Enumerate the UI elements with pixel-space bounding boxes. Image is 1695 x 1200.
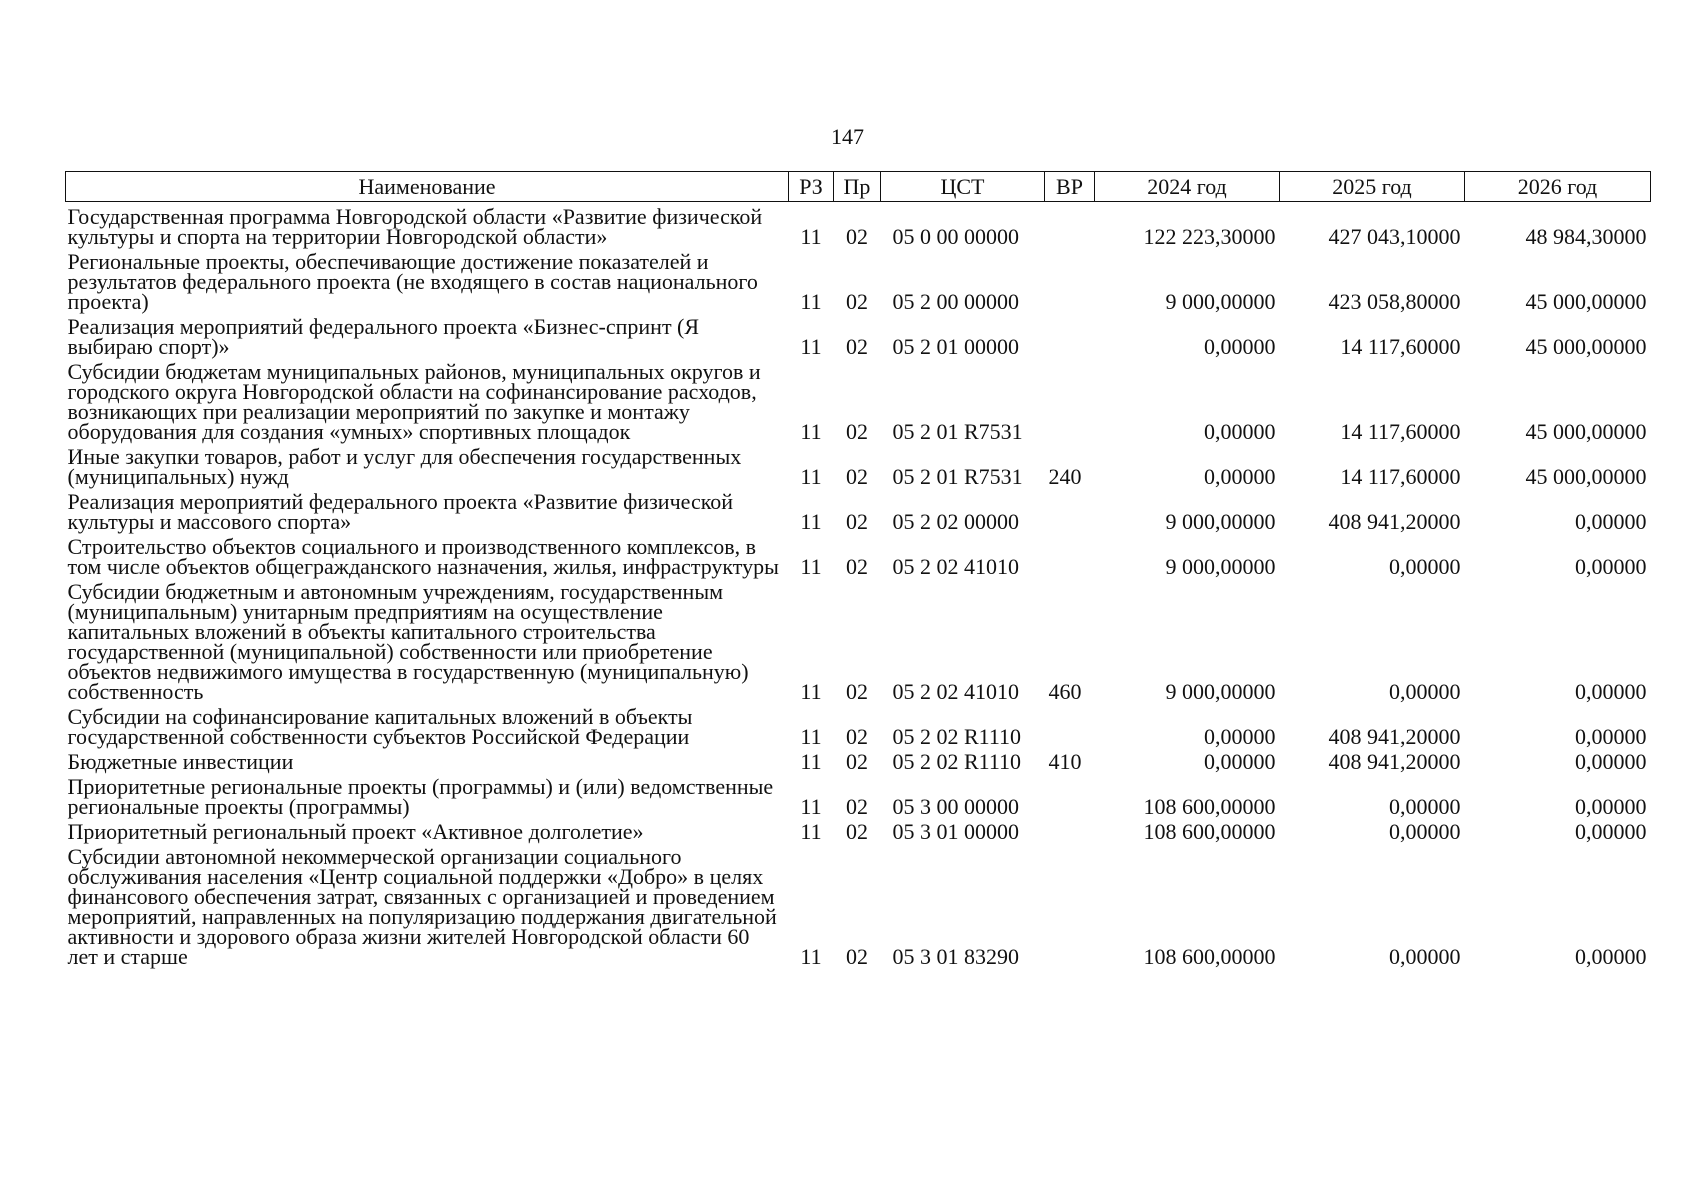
row-2024: 9 000,00000: [1165, 679, 1276, 704]
table-row: [66, 842, 1651, 967]
row-vr: [1045, 357, 1095, 442]
header-2024: 2024 год: [1095, 172, 1280, 202]
row-rz: 11: [800, 554, 822, 579]
row-rz: 11: [800, 749, 822, 774]
row-2026: 0,00000: [1575, 679, 1647, 704]
row-cst: 05 0 00 00000: [892, 224, 1019, 249]
row-pr: 02: [846, 819, 868, 844]
row-cst: 05 3 00 00000: [892, 794, 1019, 819]
row-pr: 02: [846, 794, 868, 819]
row-2026: 0,00000: [1575, 724, 1647, 749]
row-2024: 9 000,00000: [1165, 509, 1276, 534]
row-2025: 0,00000: [1389, 944, 1461, 969]
row-name: Субсидии бюджетным и автономным учреждениям, государственным (муниципальным) унитарным предприятиям на осуществление капитальных вложений в объекты капитального строительства государственной (муниципальной) собственности или приобретение объектов недвижимого имущества в государственную (муниципальную) собственность: [67, 579, 749, 704]
row-2025: 408 941,20000: [1328, 509, 1461, 534]
row-2025: 423 058,80000: [1328, 289, 1461, 314]
row-vr: [1045, 842, 1095, 967]
row-2026: 45 000,00000: [1525, 334, 1647, 359]
table-row: [66, 312, 1651, 357]
table-row: [66, 747, 1651, 772]
row-vr: [1045, 532, 1095, 577]
row-rz: 11: [800, 679, 822, 704]
row-name: Субсидии бюджетам муниципальных районов, муниципальных округов и городского округа Новгородской области на софинансирование расходов, возникающих при реализации мероприятий по закупке и монтажу оборудования для создания «умных» спортивных площадок: [67, 359, 761, 444]
row-2024: 108 600,00000: [1143, 819, 1276, 844]
row-pr: 02: [846, 509, 868, 534]
row-2024: 9 000,00000: [1165, 289, 1276, 314]
header-vr: ВР: [1045, 172, 1095, 202]
row-vr: [1045, 202, 1095, 248]
row-2026: 45 000,00000: [1525, 419, 1647, 444]
row-name: Приоритетный региональный проект «Активное долголетие»: [67, 819, 644, 844]
row-2025: 0,00000: [1389, 819, 1461, 844]
budget-table: [65, 171, 1651, 967]
row-2025: 14 117,60000: [1340, 334, 1461, 359]
row-2025: 0,00000: [1389, 794, 1461, 819]
row-vr: 410: [1048, 749, 1082, 774]
row-cst: 05 2 02 R1110: [892, 724, 1022, 749]
row-pr: 02: [846, 289, 868, 314]
row-2026: 0,00000: [1575, 794, 1647, 819]
row-2024: 108 600,00000: [1143, 944, 1276, 969]
row-rz: 11: [800, 944, 822, 969]
row-cst: 05 2 01 R7531: [892, 464, 1023, 489]
table-row: [66, 532, 1651, 577]
header-pr: Пр: [834, 172, 881, 202]
header-rz: РЗ: [789, 172, 834, 202]
row-2026: 0,00000: [1575, 509, 1647, 534]
row-cst: 05 2 00 00000: [892, 289, 1019, 314]
row-pr: 02: [846, 224, 868, 249]
row-name: Приоритетные региональные проекты (программы) и (или) ведомственные региональные проекты (программы): [67, 774, 774, 819]
row-2025: 14 117,60000: [1340, 464, 1461, 489]
table-row: [66, 702, 1651, 747]
row-pr: 02: [846, 334, 868, 359]
row-cst: 05 3 01 83290: [892, 944, 1019, 969]
row-rz: 11: [800, 419, 822, 444]
row-name: Региональные проекты, обеспечивающие достижение показателей и результатов федерального проекта (не входящего в состав национального проекта): [67, 249, 758, 314]
row-rz: 11: [800, 509, 822, 534]
row-rz: 11: [800, 819, 822, 844]
row-cst: 05 3 01 00000: [892, 819, 1019, 844]
row-2024: 0,00000: [1204, 419, 1276, 444]
header-name: Наименование: [66, 172, 789, 202]
table-row: [66, 442, 1651, 487]
row-2024: 122 223,30000: [1143, 224, 1276, 249]
row-rz: 11: [800, 794, 822, 819]
row-2024: 0,00000: [1204, 334, 1276, 359]
row-name: Субсидии на софинансирование капитальных вложений в объекты государственной собственности субъектов Российской Федерации: [67, 704, 693, 749]
row-pr: 02: [846, 724, 868, 749]
row-name: Бюджетные инвестиции: [67, 749, 294, 774]
row-2026: 48 984,30000: [1525, 224, 1647, 249]
row-2024: 108 600,00000: [1143, 794, 1276, 819]
row-name: Реализация мероприятий федерального проекта «Развитие физической культуры и массового спорта»: [67, 489, 734, 534]
row-pr: 02: [846, 554, 868, 579]
row-name: Государственная программа Новгородской области «Развитие физической культуры и спорта на территории Новгородской области»: [67, 204, 763, 249]
row-2026: 0,00000: [1575, 749, 1647, 774]
row-2024: 0,00000: [1204, 724, 1276, 749]
row-vr: [1045, 772, 1095, 817]
row-vr: [1045, 702, 1095, 747]
row-cst: 05 2 01 R7531: [892, 419, 1023, 444]
row-vr: 240: [1048, 464, 1082, 489]
row-pr: 02: [846, 944, 868, 969]
row-pr: 02: [846, 419, 868, 444]
row-2026: 45 000,00000: [1525, 289, 1647, 314]
row-name: Субсидии автономной некоммерческой организации социального обслуживания населения «Центр социальной поддержки «Добро» в целях финансового обеспечения затрат, связанных с организацией и проведением мероприятий, направленных на популяризацию поддержания двигательной активности и здорового образа жизни жителей Новгородской области 60 лет и старше: [67, 844, 777, 969]
row-2024: 9 000,00000: [1165, 554, 1276, 579]
row-vr: [1045, 247, 1095, 312]
row-pr: 02: [846, 464, 868, 489]
row-2024: 0,00000: [1204, 749, 1276, 774]
row-pr: 02: [846, 679, 868, 704]
row-2024: 0,00000: [1204, 464, 1276, 489]
row-name: Реализация мероприятий федерального проекта «Бизнес-спринт (Я выбираю спорт)»: [67, 314, 700, 359]
header-2025: 2025 год: [1280, 172, 1465, 202]
table-row: [66, 357, 1651, 442]
header-2026: 2026 год: [1465, 172, 1651, 202]
table-row: [66, 487, 1651, 532]
row-2025: 14 117,60000: [1340, 419, 1461, 444]
row-2026: 0,00000: [1575, 554, 1647, 579]
row-cst: 05 2 02 41010: [892, 554, 1019, 579]
row-2026: 0,00000: [1575, 819, 1647, 844]
row-2025: 0,00000: [1389, 554, 1461, 579]
row-2025: 408 941,20000: [1328, 749, 1461, 774]
row-vr: [1045, 817, 1095, 842]
table-body: [66, 202, 1651, 968]
row-cst: 05 2 02 41010: [892, 679, 1019, 704]
row-rz: 11: [800, 464, 822, 489]
row-cst: 05 2 01 00000: [892, 334, 1019, 359]
table-row: [66, 202, 1651, 248]
row-vr: 460: [1048, 679, 1082, 704]
page-number: 147: [831, 124, 864, 149]
row-cst: 05 2 02 R1110: [892, 749, 1022, 774]
row-rz: 11: [800, 334, 822, 359]
table-row: [66, 772, 1651, 817]
table-row: [66, 817, 1651, 842]
table-header-row: [66, 172, 1651, 202]
row-name: Иные закупки товаров, работ и услуг для обеспечения государственных (муниципальных) нужд: [67, 444, 742, 489]
row-2025: 0,00000: [1389, 679, 1461, 704]
row-vr: [1045, 312, 1095, 357]
row-cst: 05 2 02 00000: [892, 509, 1019, 534]
row-pr: 02: [846, 749, 868, 774]
table-row: [66, 247, 1651, 312]
row-rz: 11: [800, 289, 822, 314]
table-row: [66, 577, 1651, 702]
row-name: Строительство объектов социального и производственного комплексов, в том числе объектов общегражданского назначения, жилья, инфраструктуры: [67, 534, 779, 579]
row-2026: 45 000,00000: [1525, 464, 1647, 489]
header-cst: ЦСТ: [881, 172, 1045, 202]
row-2025: 427 043,10000: [1328, 224, 1461, 249]
row-rz: 11: [800, 224, 822, 249]
row-2025: 408 941,20000: [1328, 724, 1461, 749]
row-rz: 11: [800, 724, 822, 749]
row-2026: 0,00000: [1575, 944, 1647, 969]
row-vr: [1045, 487, 1095, 532]
